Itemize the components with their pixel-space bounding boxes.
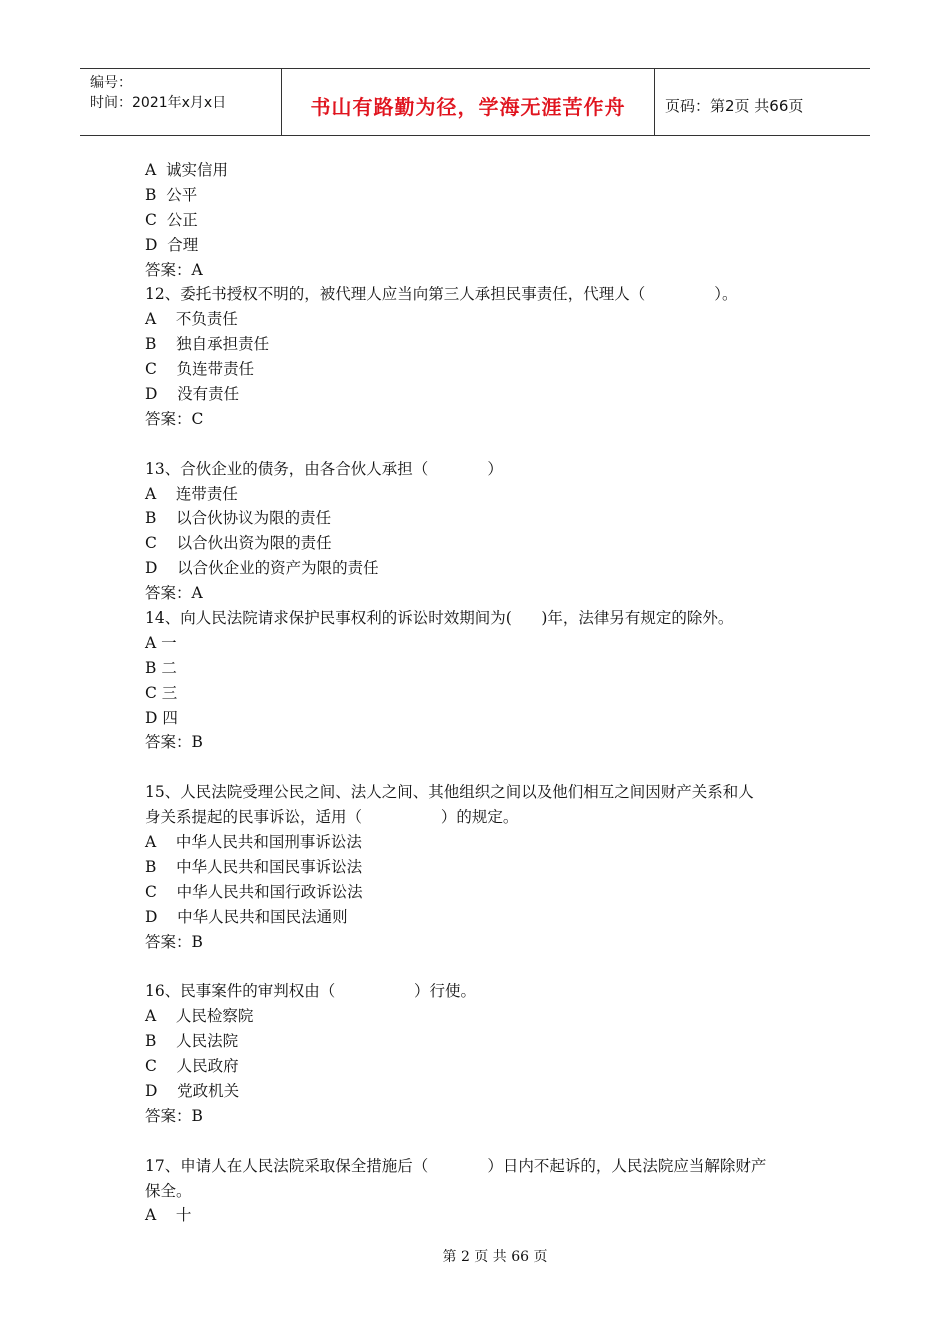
page-footer xyxy=(0,1246,950,1266)
text-line: 17、申请人在人民法院采取保全措施后（ ）日内不起诉的，人民法院应当解除财产 xyxy=(145,1156,767,1175)
time-label: 时间：2021年x月x日 xyxy=(90,95,227,111)
text-line: D 中华人民共和国民法通则 xyxy=(145,907,348,926)
text-line: C 三 xyxy=(145,683,178,702)
header-meta xyxy=(80,69,282,135)
text-line: A 诚实信用 xyxy=(145,161,229,179)
serial-label: 编号： xyxy=(90,75,132,91)
blank-line xyxy=(145,1129,825,1154)
text-line: 保全。 xyxy=(145,1181,192,1200)
text-line: D 四 xyxy=(145,708,178,727)
text-line: B 以合伙协议为限的责任 xyxy=(145,509,332,528)
text-line: A 连带责任 xyxy=(145,484,238,503)
text-line: B 人民法院 xyxy=(145,1032,239,1051)
text-line: 16、民事案件的审判权由（ ）行使。 xyxy=(145,982,477,1001)
footer-page-number: 第 2 页 共 66 页 xyxy=(442,1249,548,1265)
blank-line xyxy=(145,755,825,780)
text-line: A 中华人民共和国刑事诉讼法 xyxy=(145,833,362,852)
text-line: 15、人民法院受理公民之间、法人之间、其他组织之间以及他们相互之间因财产关系和人 xyxy=(145,783,754,802)
header-page-info xyxy=(655,69,870,135)
text-line: 答案：B xyxy=(145,733,203,752)
text-line: A 一 xyxy=(145,633,177,652)
text-line: 答案：C xyxy=(145,409,204,428)
page-info-text: 页码：第2页 共66页 xyxy=(665,96,804,115)
document-body xyxy=(145,158,825,1228)
text-line: D 没有责任 xyxy=(145,385,240,404)
page-header xyxy=(80,68,870,136)
text-line: C 以合伙出资为限的责任 xyxy=(145,534,332,553)
text-line: 14、向人民法院请求保护民事权利的诉讼时效期间为( )年，法律另有规定的除外。 xyxy=(145,609,734,628)
text-line: D 合理 xyxy=(145,235,199,254)
text-line: C 公正 xyxy=(145,210,198,229)
text-line: 答案：A xyxy=(145,260,203,279)
motto-text: 书山有路勤为径，学海无涯苦作舟 xyxy=(310,94,626,119)
text-line: A 不负责任 xyxy=(145,310,238,329)
text-line: B 二 xyxy=(145,658,177,677)
text-line: C 负连带责任 xyxy=(145,360,255,379)
text-line: 12、委托书授权不明的，被代理人应当向第三人承担民事责任，代理人（ ）。 xyxy=(145,285,738,304)
text-line: A 十 xyxy=(145,1206,192,1225)
text-line: B 独自承担责任 xyxy=(145,335,270,354)
text-line: 身关系提起的民事诉讼，适用（ ）的规定。 xyxy=(145,808,519,827)
text-line: C 人民政府 xyxy=(145,1057,239,1076)
text-line: 答案：A xyxy=(145,584,203,603)
text-line: C 中华人民共和国行政诉讼法 xyxy=(145,882,363,901)
header-motto-cell xyxy=(282,69,655,135)
text-line: D 党政机关 xyxy=(145,1081,240,1100)
text-line: B 公平 xyxy=(145,185,198,204)
text-line: 13、合伙企业的债务，由各合伙人承担（ ） xyxy=(145,459,503,478)
text-line: A 人民检察院 xyxy=(145,1007,254,1026)
text-line: 答案：B xyxy=(145,932,203,951)
text-line: 答案：B xyxy=(145,1106,203,1125)
blank-line xyxy=(145,432,825,457)
text-line: D 以合伙企业的资产为限的责任 xyxy=(145,559,379,578)
blank-line xyxy=(145,955,825,980)
text-line: B 中华人民共和国民事诉讼法 xyxy=(145,857,363,876)
